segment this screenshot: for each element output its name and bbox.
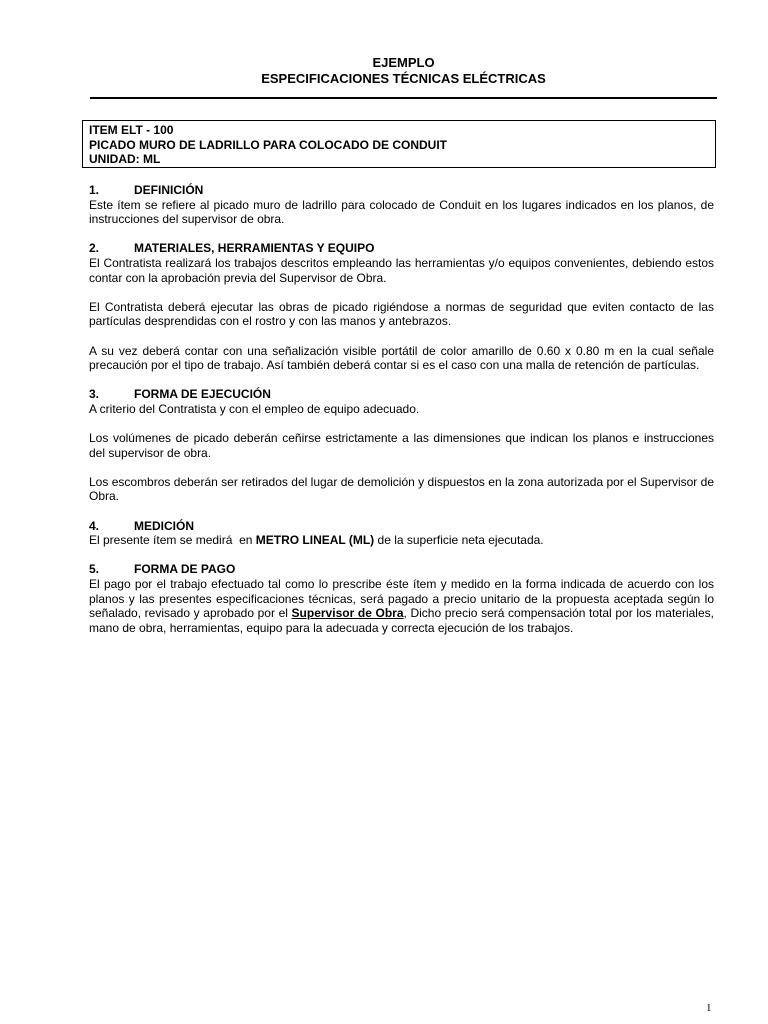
section-number: 2. [89, 241, 100, 256]
section-heading [89, 519, 714, 534]
text-run: El pago por el trabajo efectuado tal como lo prescribe éste ítem y medido en la forma indicada de acuerdo con los planos y las presentes especificaciones técnicas, será pagado a precio unitario de la propuesta aceptada según lo señalado, revisado y aprobado por el [89, 577, 714, 621]
measurement-unit: METRO LINEAL (ML) [255, 533, 375, 548]
text-run: , Dicho precio será compensación total por los materiales, mano de obra, herramientas, equipo para la adecuada y correcta ejecución de los trabajos. [89, 606, 714, 635]
section-medicion [89, 519, 714, 548]
section-title: MATERIALES, HERRAMIENTAS Y EQUIPO [134, 241, 375, 256]
section-number: 4. [89, 518, 100, 533]
section-title: FORMA DE EJECUCIÓN [134, 387, 271, 402]
text-run: El presente ítem se medirá en [89, 533, 256, 548]
header-rule [90, 97, 717, 99]
section-heading [89, 241, 714, 256]
paragraph: Los volúmenes de picado deberán ceñirse estrictamente a las dimensiones que indican los planos e instrucciones del supervisor de obra. [89, 431, 714, 460]
item-name: PICADO MURO DE LADRILLO PARA COLOCADO DE CONDUIT [89, 137, 447, 152]
item-unit: UNIDAD: ML [89, 152, 161, 166]
section-definicion [89, 183, 714, 227]
paragraph: El Contratista realizará los trabajos descritos empleando las herramientas y/o equipos convenientes, debiendo estos contar con la aprobación previa del Supervisor de Obra. [89, 255, 714, 285]
text-run: de la superficie neta ejecutada. [374, 533, 544, 548]
section-title: FORMA DE PAGO [134, 562, 236, 577]
section-materiales [89, 241, 714, 372]
paragraph: El Contratista deberá ejecutar las obras de picado rigiéndose a normas de seguridad que eviten contacto de las partículas desprendidas con el rostro y con las manos y antebrazos. [89, 299, 714, 329]
section-heading [89, 183, 714, 198]
supervisor-emphasis: Supervisor de Obra [291, 606, 404, 621]
section-title: DEFINICIÓN [134, 183, 204, 197]
paragraph [89, 533, 714, 548]
item-box [82, 120, 716, 168]
section-number: 3. [89, 387, 100, 402]
paragraph: A criterio del Contratista y con el empleo de equipo adecuado. [89, 401, 420, 416]
section-heading [89, 387, 714, 402]
document-header [90, 55, 717, 87]
paragraph: Los escombros deberán ser retirados del lugar de demolición y dispuestos en la zona autorizada por el Supervisor de Obra. [89, 474, 714, 504]
document-body [89, 183, 714, 650]
section-number: 5. [89, 562, 100, 577]
section-title: MEDICIÓN [134, 518, 194, 533]
paragraph: Este ítem se refiere al picado muro de ladrillo para colocado de Conduit en los lugares indicados en los planos, de instrucciones del supervisor de obra. [89, 197, 714, 227]
section-heading [89, 562, 714, 577]
section-number: 1. [89, 183, 100, 197]
page-number: 1 [706, 1002, 712, 1014]
paragraph [89, 577, 714, 635]
item-code: ITEM ELT - 100 [89, 123, 174, 137]
section-ejecucion [89, 387, 714, 504]
header-subtitle: ESPECIFICACIONES TÉCNICAS ELÉCTRICAS [261, 71, 546, 86]
header-title: EJEMPLO [372, 55, 435, 70]
section-pago [89, 562, 714, 635]
paragraph: A su vez deberá contar con una señalización visible portátil de color amarillo de 0.60 x 0.80 m en la cual señale precaución por el tipo de trabajo. Así también deberá contar si es el caso con una malla de retención de partículas. [89, 343, 714, 373]
